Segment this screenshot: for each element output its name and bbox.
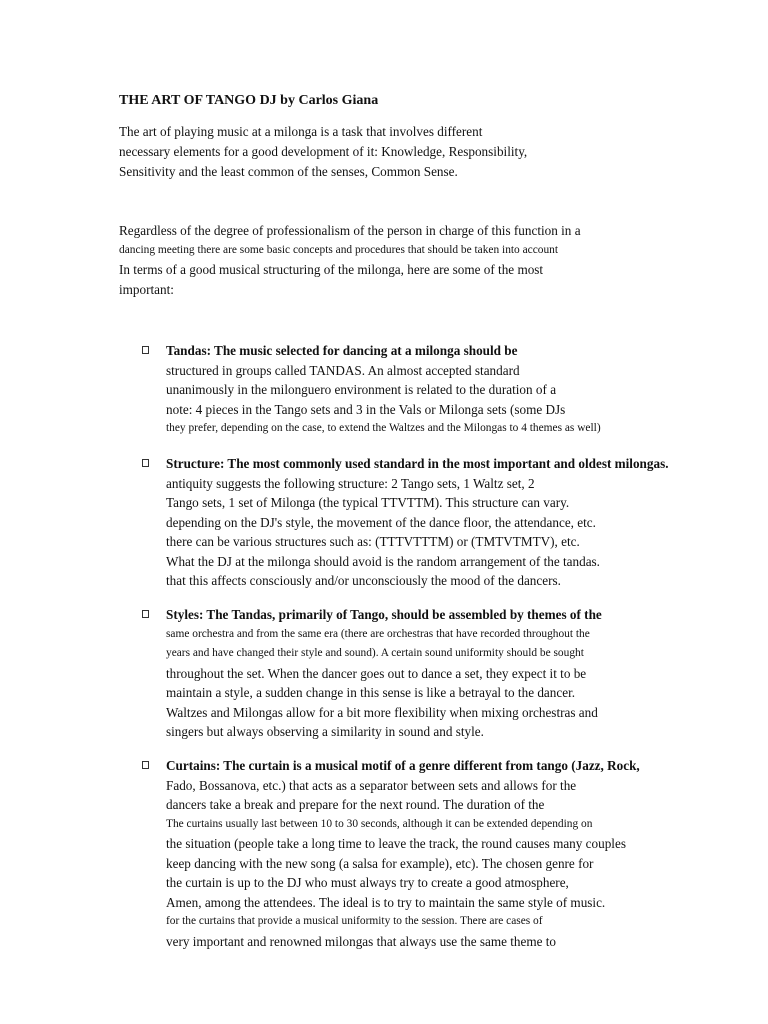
text-line: Tango sets, 1 set of Milonga (the typical TTVTTM). This structure can vary. <box>166 495 570 510</box>
text-line: What the DJ at the milonga should avoid is the random arrangement of the tandas. <box>166 553 600 569</box>
text-line: The curtains usually last between 10 to 30 seconds, although it can be extended depending on <box>166 817 593 830</box>
text-line: note: 4 pieces in the Tango sets and 3 in the Vals or Milonga sets (some DJs <box>166 401 566 417</box>
text-line: for the curtains that provide a musical uniformity to the session. There are cases of <box>166 915 543 927</box>
text-line: Styles: The Tandas, primarily of Tango, should be assembled by themes of the <box>166 607 602 622</box>
text-line: dancers take a break and prepare for the next round. The duration of the <box>166 797 545 812</box>
text-line: Amen, among the attendees. The ideal is to try to maintain the same style of music. <box>166 894 606 910</box>
checkbox-bullet-icon <box>142 610 149 618</box>
text-line: necessary elements for a good development of it: Knowledge, Responsibility, <box>119 144 528 159</box>
text-line: Waltzes and Milongas allow for a bit more flexibility when mixing orchestras and <box>166 704 598 720</box>
document-title: THE ART OF TANGO DJ by Carlos Giana <box>119 93 379 108</box>
text-line: the situation (people take a long time to leave the track, the round causes many couples <box>166 836 626 851</box>
text-line: singers but always observing a similarity in sound and style. <box>166 724 484 739</box>
text-line: keep dancing with the new song (a salsa for example), etc). The chosen genre for <box>166 855 594 871</box>
bullet-text <box>166 454 669 591</box>
text-line: very important and renowned milongas that always use the same theme to <box>166 933 557 949</box>
text-line: depending on the DJ's style, the movement of the dance floor, the attendance, etc. <box>166 514 596 530</box>
bullet-text <box>166 605 602 742</box>
text-line: that this affects consciously and/or unconsciously the mood of the dancers. <box>166 573 561 588</box>
bullet-text <box>166 756 640 951</box>
text-line: Regardless of the degree of professionalism of the person in charge of this function in a <box>119 223 581 238</box>
checkbox-bullet-icon <box>142 761 149 769</box>
checkbox-bullet-icon <box>142 346 149 354</box>
text-line: years and have changed their style and sound). A certain sound uniformity should be sought <box>166 647 584 659</box>
checkbox-bullet-icon <box>142 459 149 467</box>
text-line: The art of playing music at a milonga is a task that involves different <box>119 124 483 139</box>
text-line: there can be various structures such as: (TTTVTTTM) or (TMTVTMTV), etc. <box>166 534 580 549</box>
text-line: Fado, Bossanova, etc.) that acts as a separator between sets and allows for the <box>166 777 577 793</box>
text-line: throughout the set. When the dancer goes out to dance a set, they expect it to be <box>166 665 587 681</box>
text-line: unanimously in the milonguero environment is related to the duration of a <box>166 382 557 397</box>
bullet-text <box>166 341 601 439</box>
text-line: the curtain is up to the DJ who must always try to create a good atmosphere, <box>166 875 569 890</box>
text-line: important: <box>119 281 174 297</box>
text-line: dancing meeting there are some basic concepts and procedures that should be taken into account <box>119 243 559 256</box>
regardless-paragraph <box>119 221 581 299</box>
text-line: they prefer, depending on the case, to extend the Waltzes and the Milongas to 4 themes as well) <box>166 422 601 434</box>
text-line: maintain a style, a sudden change in this sense is like a betrayal to the dancer. <box>166 685 576 700</box>
text-line: structured in groups called TANDAS. An almost accepted standard <box>166 362 520 378</box>
text-line: Sensitivity and the least common of the senses, Common Sense. <box>119 164 458 179</box>
intro-paragraph <box>119 122 527 182</box>
text-line: Structure: The most commonly used standard in the most important and oldest milongas. <box>166 456 669 471</box>
text-line: Tandas: The music selected for dancing at a milonga should be <box>166 343 518 358</box>
text-line: same orchestra and from the same era (there are orchestras that have recorded throughout the <box>166 627 590 640</box>
text-line: Curtains: The curtain is a musical motif of a genre different from tango (Jazz, Rock, <box>166 758 640 773</box>
text-line: antiquity suggests the following structure: 2 Tango sets, 1 Waltz set, 2 <box>166 475 535 491</box>
text-line: In terms of a good musical structuring of the milonga, here are some of the most <box>119 262 544 277</box>
